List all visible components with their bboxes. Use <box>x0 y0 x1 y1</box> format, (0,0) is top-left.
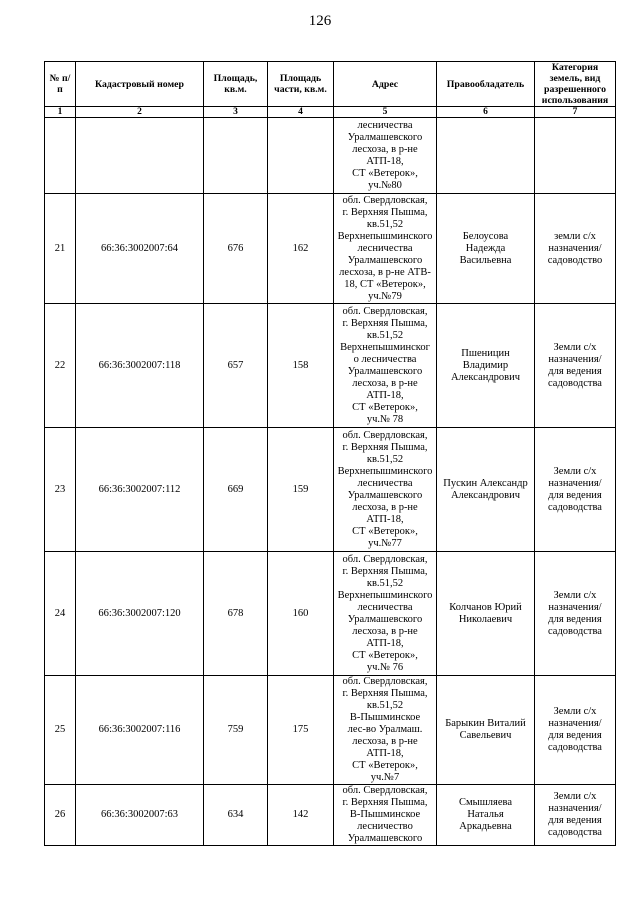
address-line: СТ «Ветерок», <box>352 760 418 771</box>
address-line: СТ «Ветерок», <box>352 401 418 413</box>
header-area: Площадь, кв.м. <box>204 62 268 107</box>
address-line: обл. Свердловская, <box>342 194 428 206</box>
address-line: лесхоза, в р-не <box>352 501 418 513</box>
land-category <box>535 552 616 676</box>
land-category <box>535 428 616 552</box>
address-line: обл. Свердловская, <box>342 429 428 441</box>
land-category-line: Земли с/х <box>553 341 597 353</box>
owner-line: Васильевна <box>459 254 512 266</box>
address <box>334 194 437 304</box>
row-number: 21 <box>45 194 76 304</box>
address-line: кв.51,52 <box>366 218 404 230</box>
address-line: кв.51,52 <box>366 329 404 341</box>
owner-line: Надежда <box>465 242 506 254</box>
table-row <box>45 194 616 304</box>
address-line: лесничества <box>357 119 413 131</box>
table-row <box>45 785 616 846</box>
land-category-line: Земли с/х <box>553 791 597 802</box>
address-line: уч.№79 <box>368 290 402 302</box>
owner <box>437 304 535 428</box>
address-line: уч.№ 78 <box>366 413 404 425</box>
address-line: Уралмашевского <box>347 613 423 625</box>
address-line: г. Верхняя Пышма, <box>342 317 428 329</box>
owner <box>437 676 535 785</box>
header-land-category: Категория земель, вид разрешенного использования <box>535 62 616 107</box>
part-area-value: 160 <box>268 552 334 676</box>
land-category-line: назначения/ <box>548 803 602 814</box>
owner-line: Савельевич <box>459 730 512 741</box>
address-line: Уралмашевского <box>347 489 423 501</box>
part-area-value: 158 <box>268 304 334 428</box>
address-line: г. Верхняя Пышма, <box>342 441 428 453</box>
owner <box>437 194 535 304</box>
area-value: 678 <box>204 552 268 676</box>
address-line: уч.№7 <box>370 772 400 783</box>
address-line: г. Верхняя Пышма, <box>342 797 428 808</box>
area-value: 634 <box>204 785 268 846</box>
address-line: АТП-18, <box>366 637 404 649</box>
cadastral-number <box>76 118 204 194</box>
address-line: обл. Свердловская, <box>342 676 428 687</box>
land-category-line: садоводства <box>548 377 602 389</box>
owner-line: Александрович <box>450 371 521 383</box>
land-category-line: для ведения <box>548 815 602 826</box>
area-value: 676 <box>204 194 268 304</box>
column-number: 5 <box>334 107 437 118</box>
cadastral-number: 66:36:3002007:120 <box>76 552 204 676</box>
address-line: обл. Свердловская, <box>342 305 428 317</box>
address-line: г. Верхняя Пышма, <box>342 206 428 218</box>
address <box>334 552 437 676</box>
land-category-line: земли с/х <box>554 230 596 242</box>
address-line: лесхоза, в р-не <box>352 625 418 637</box>
header-cadastral-number: Кадастровый номер <box>76 62 204 107</box>
land-registry-table <box>44 61 616 846</box>
owner-line: Смышляева <box>459 797 512 808</box>
land-category-line: для ведения <box>548 613 602 625</box>
address-line: г. Верхняя Пышма, <box>342 688 428 699</box>
land-category-line: для ведения <box>548 365 602 377</box>
address-line: СТ «Ветерок», <box>352 167 418 179</box>
address-line: обл. Свердловская, <box>342 785 428 796</box>
owner-line: Белоусова <box>462 230 509 242</box>
row-number: 24 <box>45 552 76 676</box>
land-category-line: Земли с/х <box>553 589 597 601</box>
address <box>334 118 437 194</box>
cadastral-number: 66:36:3002007:116 <box>76 676 204 785</box>
area-value: 669 <box>204 428 268 552</box>
address-line: 18, СТ «Ветерок», <box>344 278 426 290</box>
column-number: 6 <box>437 107 535 118</box>
land-category <box>535 785 616 846</box>
cadastral-number: 66:36:3002007:64 <box>76 194 204 304</box>
part-area-value: 162 <box>268 194 334 304</box>
cadastral-number: 66:36:3002007:112 <box>76 428 204 552</box>
column-number-row <box>45 107 616 118</box>
land-category-line: назначения/ <box>548 242 602 254</box>
area-value <box>204 118 268 194</box>
land-category-line: назначения/ <box>548 477 602 489</box>
owner-line: Александрович <box>450 489 521 501</box>
land-category-line: садоводства <box>548 742 602 753</box>
address-line: В-Пышминское <box>349 809 421 820</box>
land-category-line: садоводства <box>548 827 602 838</box>
land-category-line: садоводство <box>547 254 603 266</box>
address-line: Уралмашевского <box>347 833 423 844</box>
cadastral-number: 66:36:3002007:63 <box>76 785 204 846</box>
land-category-line: садоводства <box>548 625 602 637</box>
land-category <box>535 304 616 428</box>
land-category-line: Земли с/х <box>553 706 597 717</box>
row-number: 23 <box>45 428 76 552</box>
address-line: СТ «Ветерок», <box>352 525 418 537</box>
header-row <box>45 62 616 107</box>
address <box>334 785 437 846</box>
address-line: кв.51,52 <box>366 577 404 589</box>
owner-line: Пшеницин <box>461 347 510 359</box>
land-category-line: Земли с/х <box>553 465 597 477</box>
part-area-value <box>268 118 334 194</box>
address <box>334 428 437 552</box>
address-line: Уралмашевского <box>347 131 423 143</box>
page-number: 126 <box>308 13 332 29</box>
address-line: Верхнепышминског <box>340 341 430 353</box>
address-line: уч.№80 <box>368 179 402 191</box>
owner-line: Наталья <box>467 809 504 820</box>
address-line: Верхнепышминского <box>337 230 433 242</box>
address-line: Уралмашевского <box>347 254 423 266</box>
address-line: лес-во Уралмаш. <box>347 724 423 735</box>
address-line: кв.51,52 <box>366 700 404 711</box>
header-part-area: Площадь части, кв.м. <box>268 62 334 107</box>
owner <box>437 118 535 194</box>
address-line: СТ «Ветерок», <box>352 649 418 661</box>
table-row <box>45 676 616 785</box>
land-category-line: для ведения <box>548 730 602 741</box>
header-address: Адрес <box>334 62 437 107</box>
column-number: 2 <box>76 107 204 118</box>
address-line: лесхоза, в р-не АТВ- <box>339 266 431 278</box>
land-category <box>535 118 616 194</box>
owner-line: Пускин Александр <box>443 477 528 489</box>
owner-line: Владимир <box>462 359 509 371</box>
address-line: Верхнепышминского <box>337 465 433 477</box>
address-line: лесничества <box>357 242 413 254</box>
table-row <box>45 552 616 676</box>
address-line: Уралмашевского <box>347 365 423 377</box>
column-number: 1 <box>45 107 76 118</box>
address-line: Верхнепышминского <box>337 589 433 601</box>
row-number <box>45 118 76 194</box>
part-area-value: 159 <box>268 428 334 552</box>
address-line: лесхоза, в р-не <box>352 143 418 155</box>
table-row <box>45 304 616 428</box>
address <box>334 304 437 428</box>
land-category-line: садоводства <box>548 501 602 513</box>
address-line: лесничество <box>357 821 413 832</box>
row-number: 25 <box>45 676 76 785</box>
area-value: 657 <box>204 304 268 428</box>
cadastral-number: 66:36:3002007:118 <box>76 304 204 428</box>
address-line: г. Верхняя Пышма, <box>342 565 428 577</box>
row-number: 26 <box>45 785 76 846</box>
owner-line: Николаевич <box>458 613 513 625</box>
owner-line: Аркадьевна <box>459 821 512 832</box>
address-line: кв.51,52 <box>366 453 404 465</box>
owner <box>437 552 535 676</box>
land-category-line: назначения/ <box>548 718 602 729</box>
address-line: лесничества <box>357 477 413 489</box>
part-area-value: 142 <box>268 785 334 846</box>
registry-body <box>45 118 616 846</box>
address-line: АТП-18, <box>366 513 404 525</box>
address-line: лесхоза, в р-не <box>352 736 418 747</box>
table-row <box>45 428 616 552</box>
part-area-value: 175 <box>268 676 334 785</box>
header-owner: Правообладатель <box>437 62 535 107</box>
address-line: о лесничества <box>353 353 417 365</box>
address-line: уч.№77 <box>368 537 402 549</box>
owner-line: Колчанов Юрий <box>449 601 522 613</box>
owner <box>437 785 535 846</box>
row-number: 22 <box>45 304 76 428</box>
address <box>334 676 437 785</box>
address-line: лесничества <box>357 601 413 613</box>
address-line: АТП-18, <box>366 155 404 167</box>
address-line: В-Пышминское <box>349 712 421 723</box>
land-category-line: для ведения <box>548 489 602 501</box>
address-line: уч.№ 76 <box>366 661 404 673</box>
column-number: 4 <box>268 107 334 118</box>
land-category <box>535 194 616 304</box>
address-line: лесхоза, в р-не <box>352 377 418 389</box>
area-value: 759 <box>204 676 268 785</box>
owner <box>437 428 535 552</box>
table-row <box>45 118 616 194</box>
land-category-line: назначения/ <box>548 353 602 365</box>
address-line: АТП-18, <box>366 748 404 759</box>
column-number: 7 <box>535 107 616 118</box>
land-category <box>535 676 616 785</box>
owner-line: Барыкин Виталий <box>445 718 526 729</box>
header-number: № п/п <box>45 62 76 107</box>
address-line: АТП-18, <box>366 389 404 401</box>
address-line: обл. Свердловская, <box>342 553 428 565</box>
land-category-line: назначения/ <box>548 601 602 613</box>
column-number: 3 <box>204 107 268 118</box>
